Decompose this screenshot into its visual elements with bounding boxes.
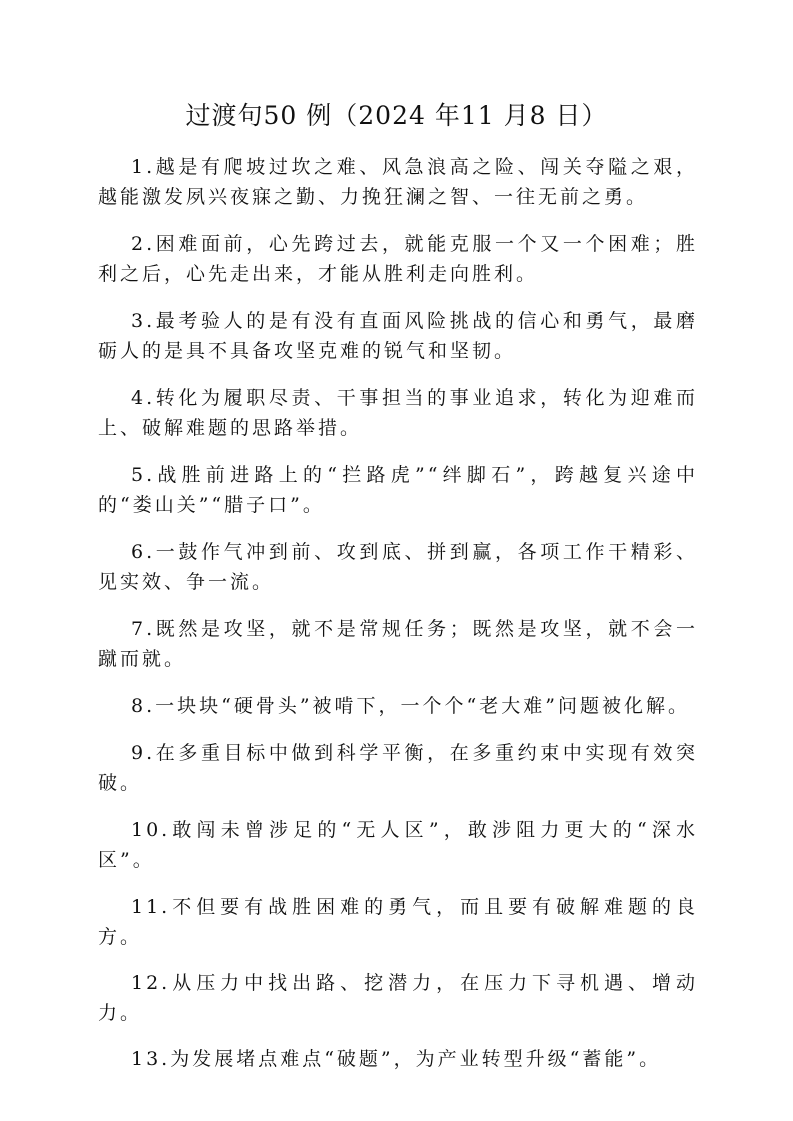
list-item: 10.敢闯未曾涉足的“无人区”，敢涉阻力更大的“深水区”。: [98, 819, 698, 871]
list-item: 7.既然是攻坚，就不是常规任务；既然是攻坚，就不会一蹴而就。: [98, 618, 698, 670]
list-item: 11.不但要有战胜困难的勇气，而且要有破解难题的良方。: [98, 896, 698, 948]
list-item: 3.最考验人的是有没有直面风险挑战的信心和勇气，最磨砺人的是具不具备攻坚克难的锐气和坚韧。: [98, 310, 698, 362]
list-item: 12.从压力中找出路、挖潜力，在压力下寻机遇、增动力。: [98, 972, 698, 1024]
list-item: 8.一块块“硬骨头”被啃下，一个个“老大难”问题被化解。: [131, 695, 690, 717]
document-title: 过渡句50 例（2024 年11 月8 日）: [185, 101, 608, 130]
example-list: [98, 152, 698, 1090]
list-item: 1.越是有爬坡过坎之难、风急浪高之险、闯关夺隘之艰，越能激发夙兴夜寐之勤、力挽狂澜之智、一往无前之勇。: [98, 156, 698, 208]
list-item: 2.困难面前，心先跨过去，就能克服一个又一个困难；胜利之后，心先走出来，才能从胜利走向胜利。: [98, 233, 698, 285]
list-item: 13.为发展堵点难点“破题”，为产业转型升级“蓄能”。: [131, 1048, 662, 1070]
list-item: 6.一鼓作气冲到前、攻到底、拼到赢，各项工作干精彩、见实效、争一流。: [98, 541, 698, 593]
list-item: 9.在多重目标中做到科学平衡，在多重约束中实现有效突破。: [98, 742, 698, 794]
list-item: 5.战胜前进路上的“拦路虎”“绊脚石”，跨越复兴途中的“娄山关”“腊子口”。: [98, 464, 698, 516]
list-item: 4.转化为履职尽责、干事担当的事业追求，转化为迎难而上、破解难题的思路举措。: [98, 387, 698, 439]
